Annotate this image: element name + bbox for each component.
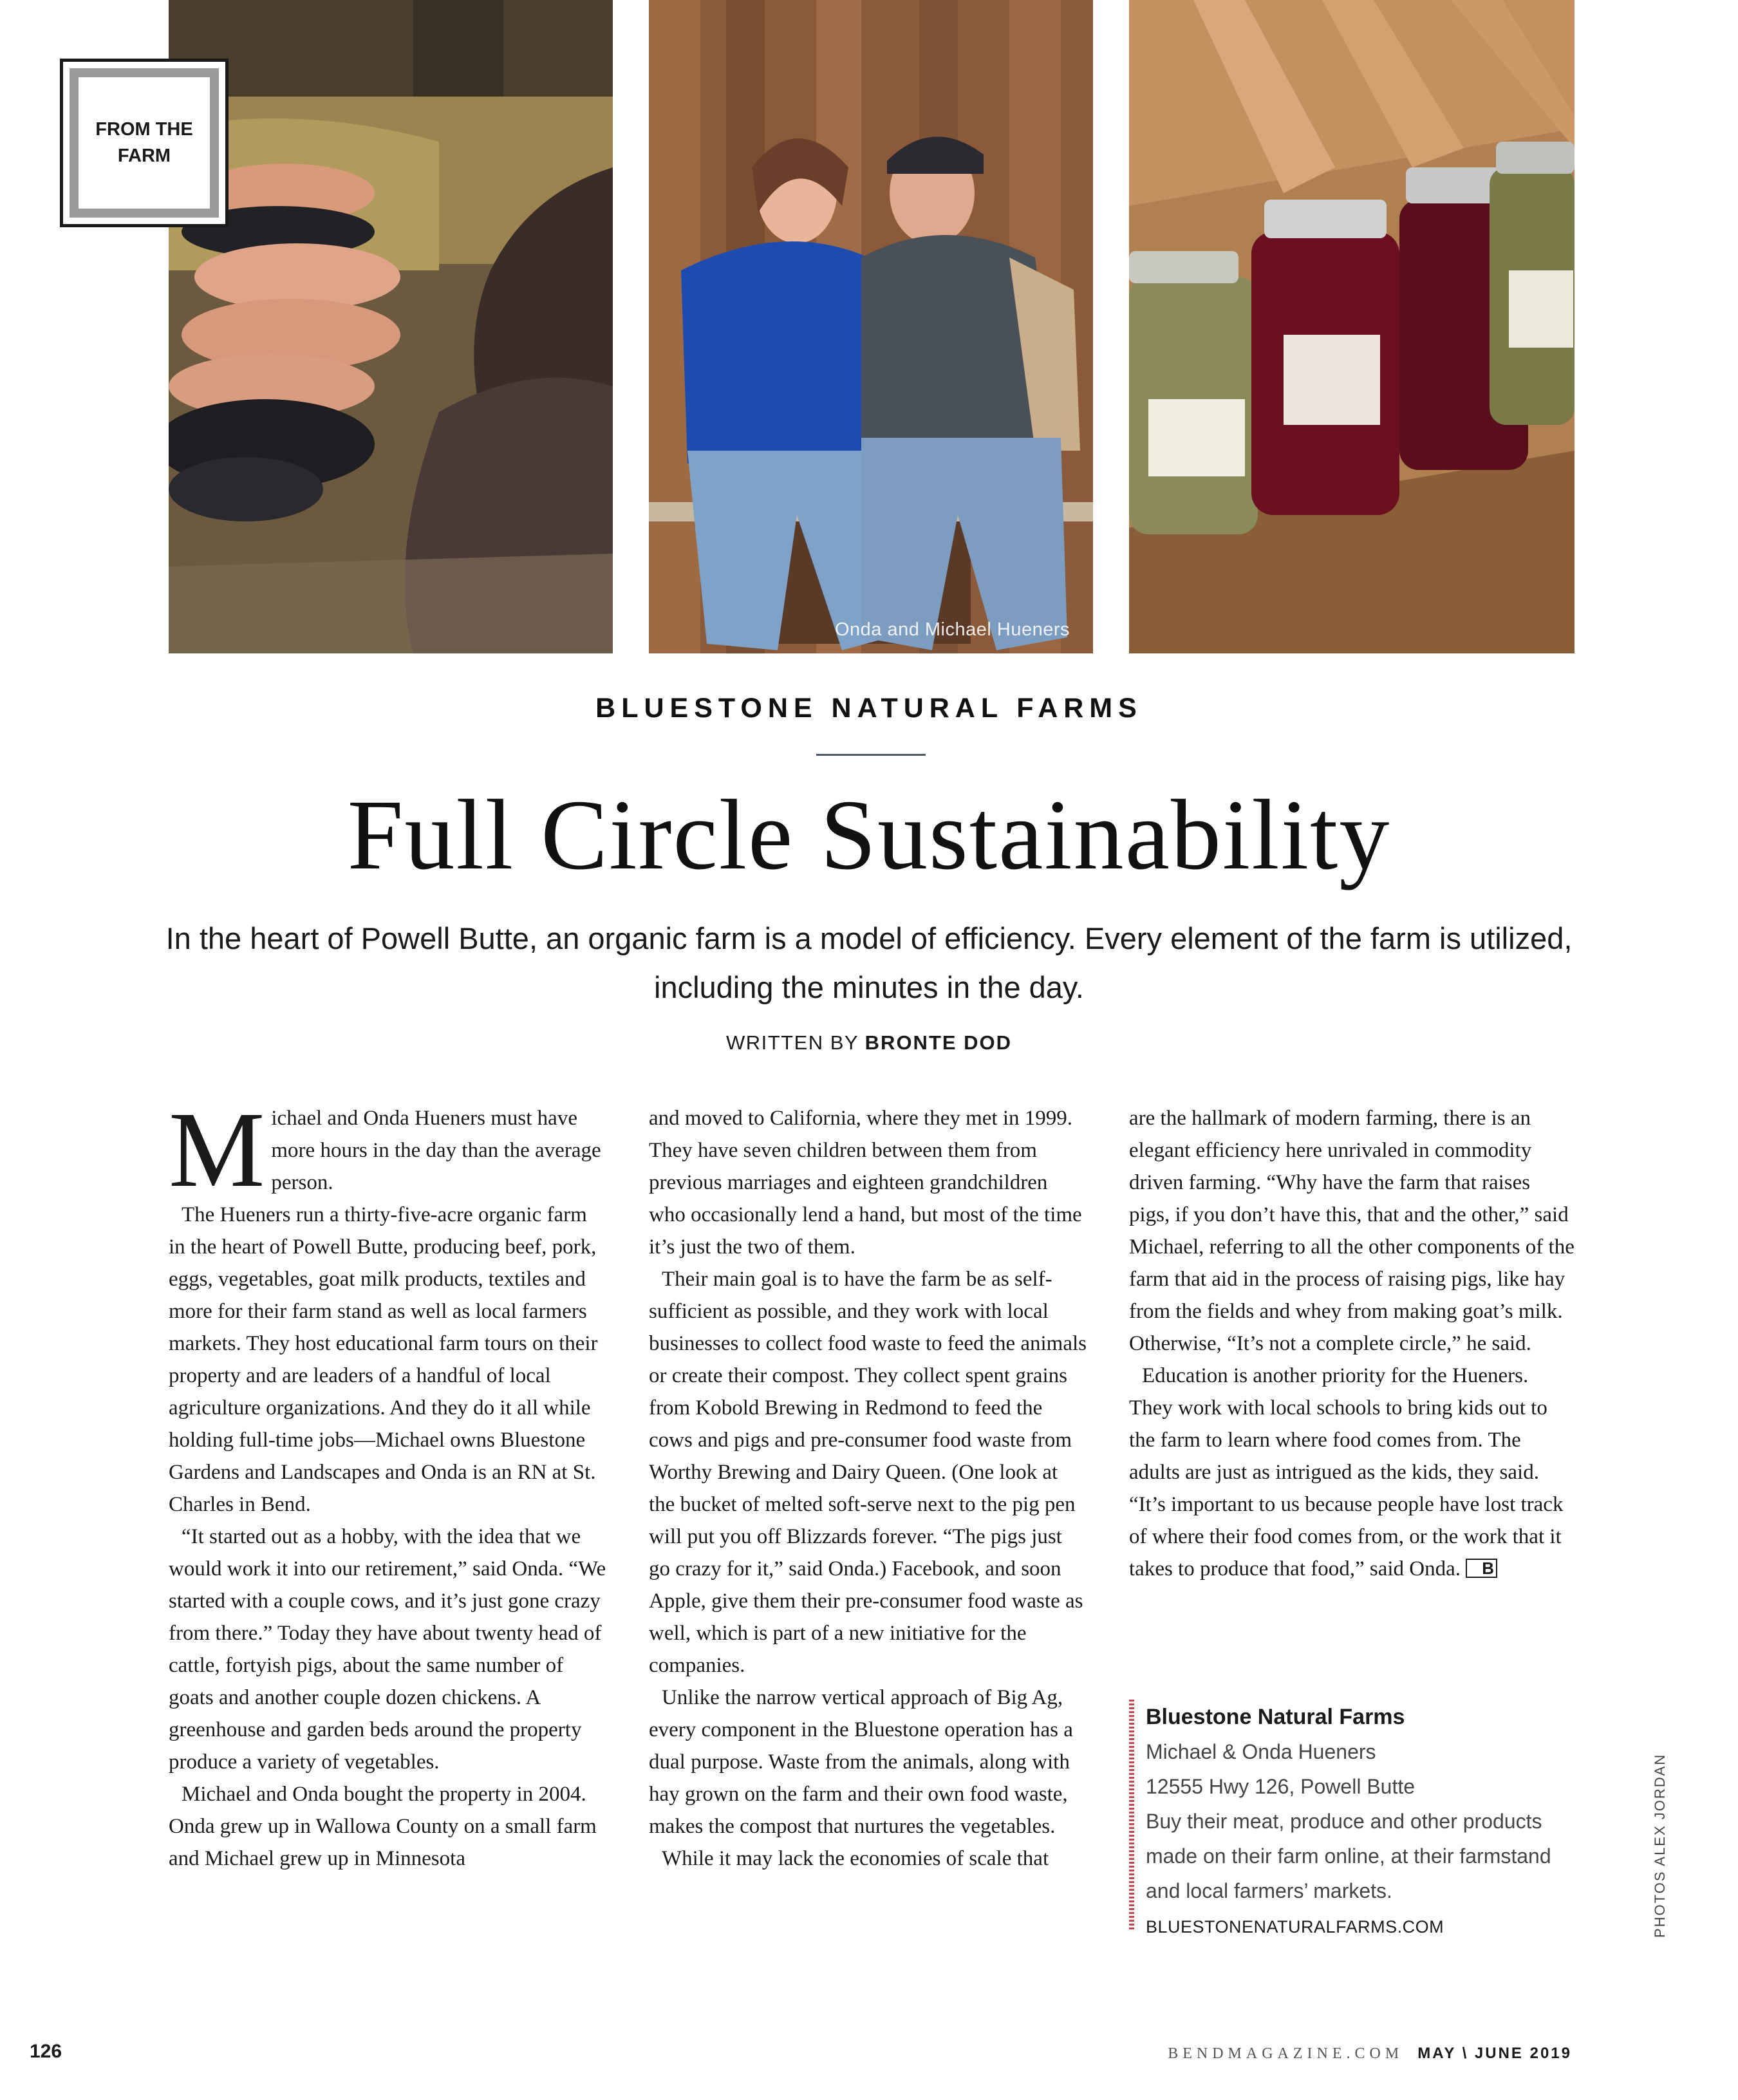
section-badge-line2: FARM <box>117 145 171 166</box>
body-paragraph: While it may lack the economies of scale that <box>662 1847 1049 1870</box>
photo-credit: PHOTOS ALEX JORDAN <box>1652 1753 1668 1938</box>
page-number: 126 <box>30 2041 62 2062</box>
body-column-3 <box>1129 1102 1574 1585</box>
jars-illustration <box>1129 0 1574 653</box>
body-paragraph: Unlike the narrow vertical approach of Big Ag, every component in the Bluestone operation has a dual purpose. Waste from the animals, along with hay grown on the farm and their own food waste, makes the compost that nurtures the vegetables. <box>649 1686 1073 1838</box>
body-paragraph <box>169 1090 606 1210</box>
byline-author: BRONTE DOD <box>864 1031 1013 1054</box>
business-owners: Michael & Onda Hueners <box>1146 1740 1376 1763</box>
piglets-illustration <box>169 0 613 653</box>
business-address: 12555 Hwy 126, Powell Butte <box>1146 1775 1416 1798</box>
photo-piglets-nursing <box>169 0 613 653</box>
footer-site: BENDMAGAZINE.COM <box>1168 2045 1404 2062</box>
article-kicker: BLUESTONE NATURAL FARMS <box>595 693 1143 724</box>
business-description-line: Buy their meat, produce and other products <box>1146 1810 1542 1833</box>
section-badge <box>60 59 229 227</box>
business-name: Bluestone Natural Farms <box>1146 1705 1405 1729</box>
page-footer <box>1168 2045 1572 2063</box>
footer-issue: MAY \ JUNE 2019 <box>1417 2045 1572 2062</box>
info-body <box>1146 1700 1577 1943</box>
article-byline <box>0 1031 1738 1055</box>
body-paragraph-text: ichael and Onda Hueners must have more hours in the day than the average person. <box>271 1107 601 1194</box>
business-description-line: and local farmers’ markets. <box>1146 1879 1392 1902</box>
body-paragraph: Michael and Onda bought the property in 2004. Onda grew up in Wallowa County on a small farm and Michael grew up in Minnesota <box>169 1783 597 1870</box>
body-column-2 <box>649 1102 1087 1875</box>
photo-preserve-jars <box>1129 0 1574 653</box>
article-deck: In the heart of Powell Butte, an organic farm is a model of efficiency. Every element of the farm is utilized, including the minutes in the day. <box>165 921 1573 1004</box>
byline-prefix: WRITTEN BY <box>725 1031 859 1054</box>
couple-illustration <box>649 0 1093 653</box>
body-paragraph: are the hallmark of modern farming, there is an elegant efficiency here unrivaled in commodity driven farming. “Why have the farm that raises pigs, if you don’t have this, that and the other,” said Michael, referring to all the other components of the farm that aid in the process of raising pigs, like hay from the fields and whey from making goat’s milk. Otherwise, “It’s not a complete circle,” he said. <box>1129 1107 1574 1355</box>
business-website-link[interactable]: BLUESTONENATURALFARMS.COM <box>1146 1917 1444 1936</box>
body-paragraph: Their main goal is to have the farm be as self-sufficient as possible, and they work with local businesses to collect food waste to feed the animals or create their compost. They collect spent grains from Kobold Brewing in Redmond to feed the cows and pigs and pre-consumer food waste from Worthy Brewing and Dairy Queen. (One look at the bucket of melted soft-serve next to the pig pen will put you off Blizzards forever. “The pigs just go crazy for it,” said Onda.) Facebook, and soon Apple, give them their pre-consumer food waste as well, which is part of a new initiative for the companies. <box>649 1268 1087 1677</box>
section-badge-label <box>93 117 196 169</box>
body-paragraph-text: Education is another priority for the Hueners. They work with local schools to bring kids out to the farm to learn where food comes from. The adults are just as intrigued as the kids, they said. “It’s important to us because people have lost track of where their food comes from, or the work that it takes to produce that food,” said Onda. <box>1129 1364 1564 1580</box>
end-mark-icon: B <box>1466 1559 1497 1578</box>
business-info-box <box>1129 1700 1580 1936</box>
article-title: Full Circle Sustainability <box>347 779 1391 890</box>
section-badge-line1: FROM THE <box>95 119 193 140</box>
photo-caption: Onda and Michael Hueners <box>834 619 1070 640</box>
info-accent-bar <box>1129 1700 1134 1931</box>
photo-couple <box>649 0 1093 653</box>
body-paragraph: The Hueners run a thirty-five-acre organic farm in the heart of Powell Butte, producing beef, pork, eggs, vegetables, goat milk products, textiles and more for their farm stand as well as local farmers markets. They host educational farm tours on their property and are leaders of a handful of local agriculture organizations. And they do it all while holding full-time jobs—Michael owns Bluestone Gardens and Landscapes and Onda is an RN at St. Charles in Bend. <box>169 1203 598 1516</box>
heading-divider <box>816 754 926 756</box>
section-badge-frame <box>70 68 219 218</box>
body-paragraph: “It started out as a hobby, with the idea that we would work it into our retirement,” said Onda. “We started with a couple cows, and it’s just gone crazy from there.” Today they have about twenty head of cattle, fortyish pigs, about the same number of goats and another couple dozen chickens. A greenhouse and garden beds around the property produce a variety of vegetables. <box>169 1525 606 1774</box>
body-paragraph: and moved to California, where they met in 1999. They have seven children between them from previous marriages and eighteen grandchildren who occasionally lend a hand, but most of the time it’s just the two of them. <box>649 1107 1082 1259</box>
drop-cap: M <box>169 1090 265 1210</box>
business-description-line: made on their farm online, at their farmstand <box>1146 1844 1551 1868</box>
body-paragraph <box>1129 1360 1574 1585</box>
body-column-1 <box>169 1090 606 1875</box>
